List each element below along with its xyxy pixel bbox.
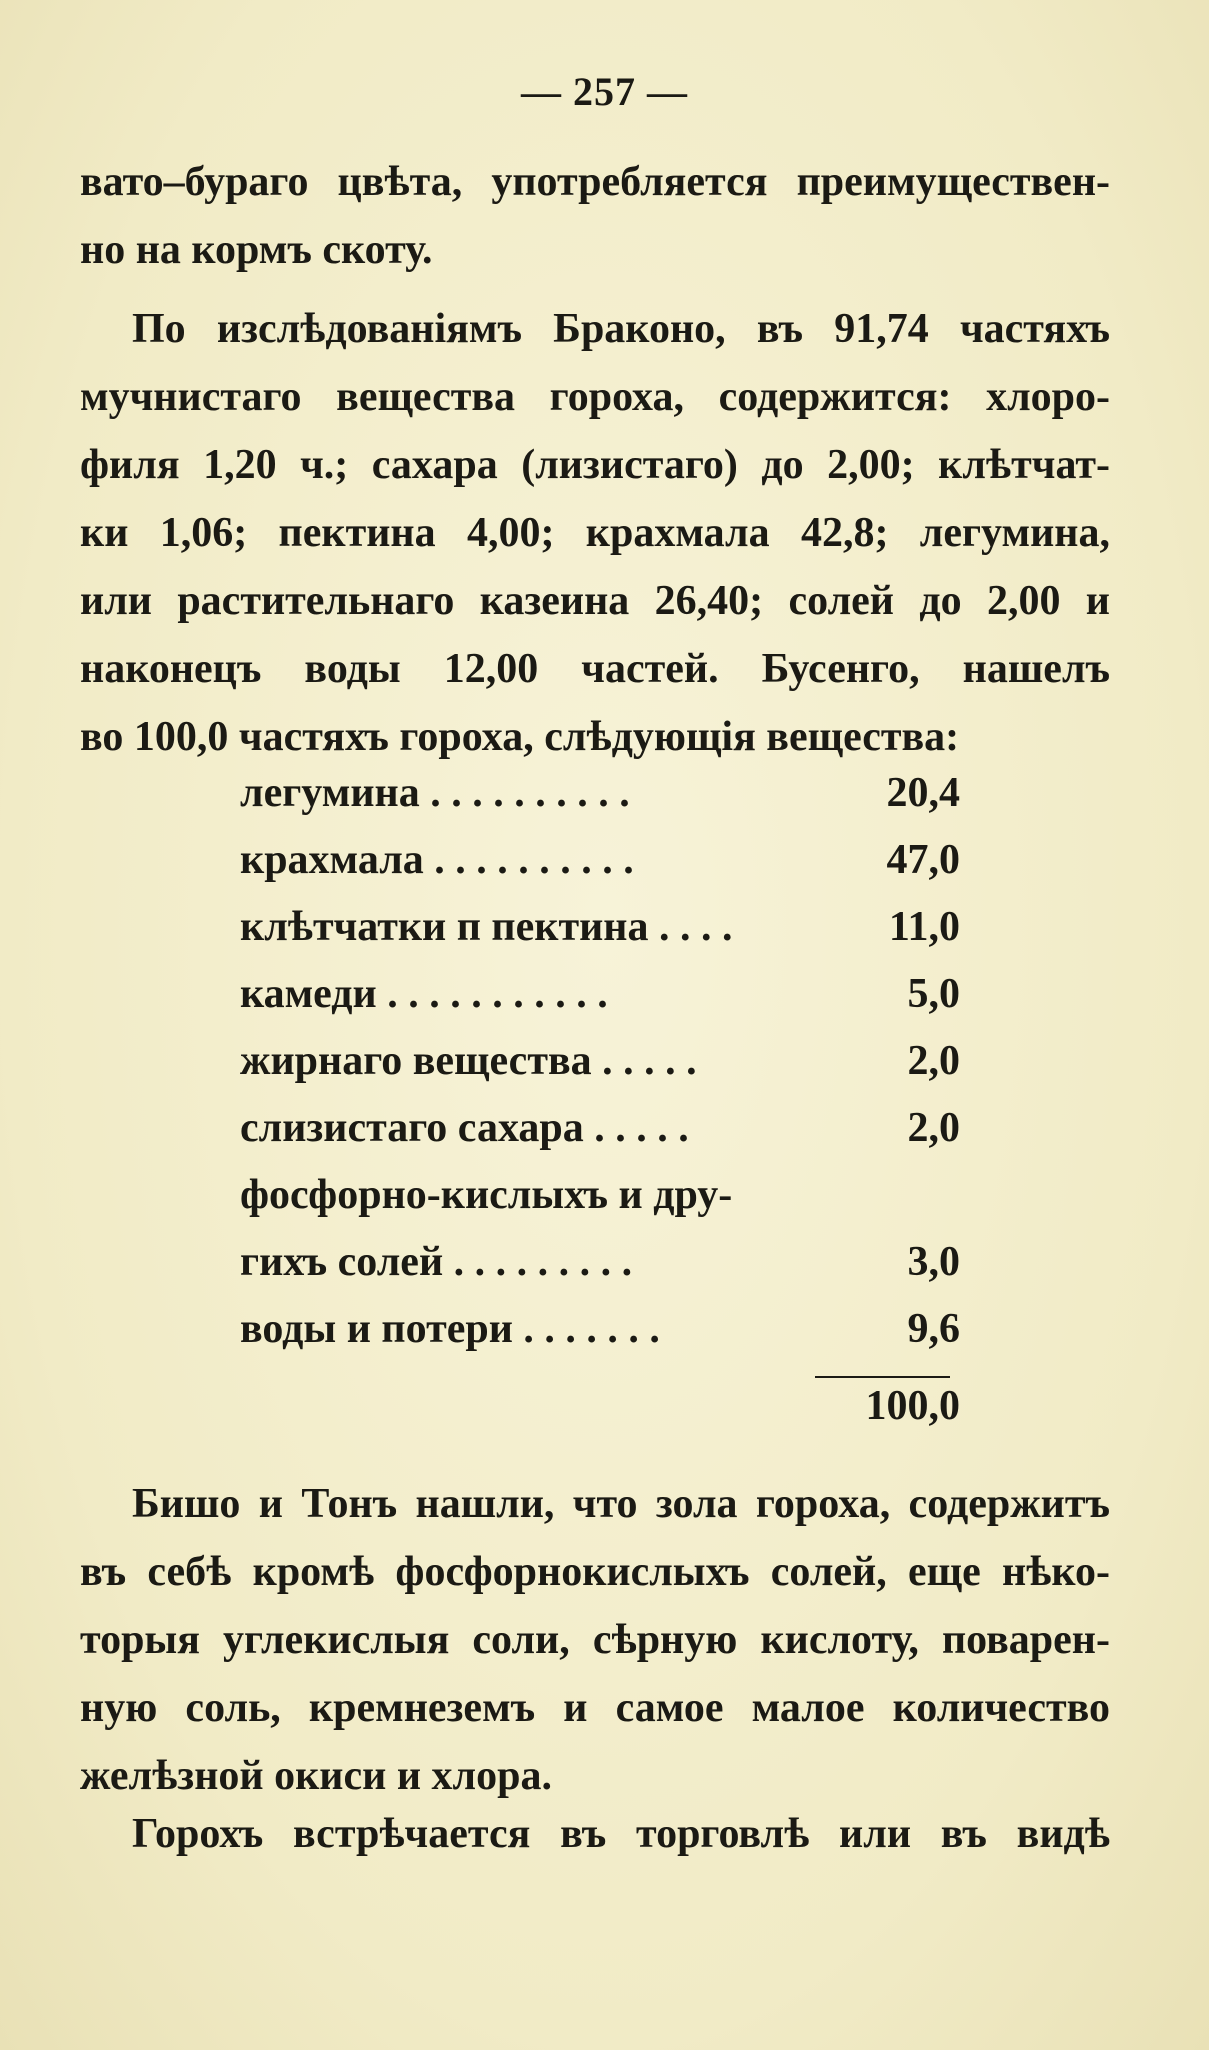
row-value: 20,4 bbox=[886, 770, 960, 816]
row-label: фосфорно-кислыхъ и дру- bbox=[240, 1172, 733, 1218]
paragraph-4 bbox=[80, 1800, 1110, 1868]
text-line: мучнистаго вещества гороха, содержится: хлоро- bbox=[80, 374, 1110, 420]
text-line: желѣзной окиси и хлора. bbox=[80, 1753, 552, 1799]
page-number: — 257 — bbox=[521, 69, 688, 114]
text-line: или растительнаго казеина 26,40; солей до 2,00 и bbox=[80, 578, 1110, 624]
text-line: Горохъ встрѣчается въ торговлѣ или въ видѣ bbox=[132, 1811, 1110, 1857]
table-row bbox=[240, 1229, 960, 1296]
table-row bbox=[240, 1162, 960, 1229]
text-line: но на кормъ скоту. bbox=[80, 227, 433, 273]
text-line: наконецъ воды 12,00 частей. Бусенго, нашелъ bbox=[80, 646, 1110, 692]
text-line: По изслѣдованіямъ Браконо, въ 91,74 частяхъ bbox=[132, 306, 1110, 352]
row-label: клѣтчатки п пектина . . . . bbox=[240, 904, 733, 950]
row-value: 11,0 bbox=[888, 904, 960, 950]
row-label: камеди . . . . . . . . . . . bbox=[240, 971, 608, 1017]
table-total-row bbox=[240, 1373, 960, 1440]
table-row bbox=[240, 961, 960, 1028]
row-label: крахмала . . . . . . . . . . bbox=[240, 837, 634, 883]
table-row bbox=[240, 760, 960, 827]
table-row bbox=[240, 1095, 960, 1162]
row-label: легумина . . . . . . . . . . bbox=[240, 770, 630, 816]
text-line: во 100,0 частяхъ гороха, слѣдующія вещества: bbox=[80, 714, 960, 760]
table-row bbox=[240, 1028, 960, 1095]
paragraph-2 bbox=[80, 295, 1110, 771]
paragraph-3 bbox=[80, 1470, 1110, 1810]
text-line: торыя углекислыя соли, сѣрную кислоту, поварен- bbox=[80, 1617, 1110, 1663]
text-line: вато–бураго цвѣта, употребляется преимуществен- bbox=[80, 159, 1110, 205]
row-value: 47,0 bbox=[886, 837, 960, 883]
row-value: 3,0 bbox=[907, 1239, 960, 1285]
row-value: 2,0 bbox=[907, 1038, 960, 1084]
row-label: слизистаго сахара . . . . . bbox=[240, 1105, 689, 1151]
text-line: Бишо и Тонъ нашли, что зола гороха, содержитъ bbox=[132, 1481, 1110, 1527]
row-value: 5,0 bbox=[907, 971, 960, 1017]
text-line: ки 1,06; пектина 4,00; крахмала 42,8; легумина, bbox=[80, 510, 1110, 556]
row-label: гихъ солей . . . . . . . . . bbox=[240, 1239, 633, 1285]
row-label: воды и потери . . . . . . . bbox=[240, 1306, 660, 1352]
row-value: 2,0 bbox=[907, 1105, 960, 1151]
text-line: ную соль, кремнеземъ и самое малое количество bbox=[80, 1685, 1110, 1731]
table-row bbox=[240, 894, 960, 961]
composition-table bbox=[240, 760, 960, 1440]
row-value: 9,6 bbox=[907, 1306, 960, 1352]
table-total: 100,0 bbox=[865, 1383, 960, 1429]
table-row bbox=[240, 827, 960, 894]
table-row bbox=[240, 1296, 960, 1363]
paragraph-1 bbox=[80, 148, 1110, 284]
row-label: жирнаго вещества . . . . . bbox=[240, 1038, 697, 1084]
text-line: филя 1,20 ч.; сахара (лизистаго) до 2,00; клѣтчат- bbox=[80, 442, 1110, 488]
text-line: въ себѣ кромѣ фосфорнокислыхъ солей, еще нѣко- bbox=[80, 1549, 1110, 1595]
